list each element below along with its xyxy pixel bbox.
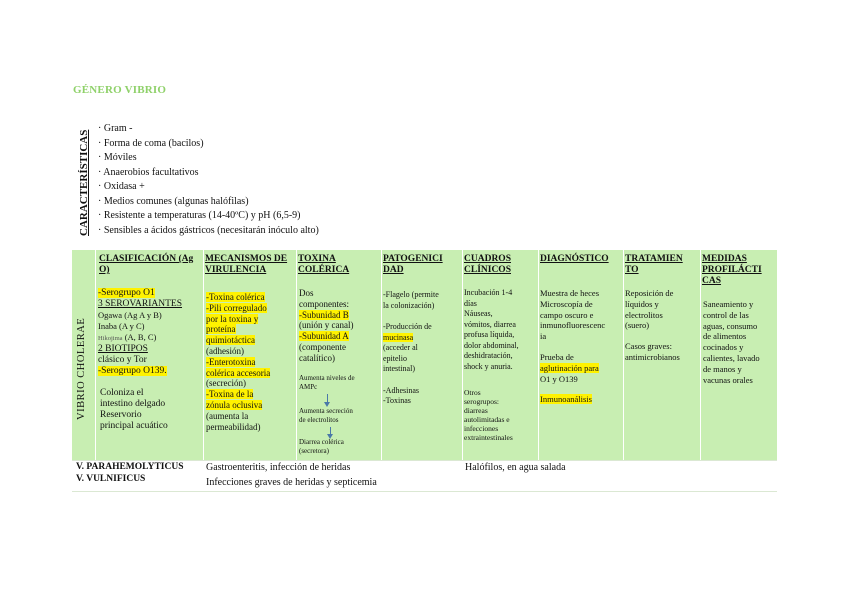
tratamiento-line: Casos graves:	[625, 341, 672, 352]
coloniza-line2: intestino delgado	[100, 399, 166, 409]
toxina-effect: Diarrea colérica	[299, 438, 344, 446]
mecanismos-cell	[206, 292, 294, 432]
cuadros-line: Otros	[464, 388, 481, 397]
toxina-effect: de electrolitos	[299, 416, 339, 424]
list-item: · Medios comunes (algunas halófilas)	[98, 195, 319, 210]
list-item: · Móviles	[98, 151, 319, 166]
toxina-line: (unión y canal)	[299, 320, 354, 331]
column-divider	[538, 250, 539, 460]
cuadros-line: Náuseas,	[464, 309, 493, 318]
mecanismo-enterotoxina-line: colérica accesoria	[206, 367, 271, 378]
column-divider	[95, 250, 96, 460]
patogenicidad-line: -Flagelo (permite	[383, 290, 439, 299]
toxina-line: componentes:	[299, 298, 349, 309]
mecanismo-enterotoxina: -Enterotoxina	[206, 356, 256, 367]
header-medidas: MEDIDAS PROFILÁCTI CAS	[702, 254, 762, 286]
diagnostico-line: campo oscuro e	[540, 309, 594, 320]
cuadros-line: Incubación 1-4	[464, 288, 513, 297]
column-divider	[700, 250, 701, 460]
medidas-line: vacunas orales	[703, 374, 753, 385]
column-divider	[623, 250, 624, 460]
list-item: · Forma de coma (bacilos)	[98, 137, 319, 152]
diagnostico-line: Microscopía de	[540, 298, 593, 309]
hikojima: Hikojima	[98, 335, 123, 342]
mecanismo-pili-note: (adhesión)	[206, 345, 244, 356]
halofilos-text: Halófilos, en agua salada	[465, 462, 566, 473]
tratamiento-line: Reposición de	[625, 288, 674, 298]
tratamiento-line: electrolitos	[625, 309, 663, 320]
row-divider	[72, 491, 777, 492]
inmunoanalisis: Inmunoanálisis	[540, 394, 592, 405]
toxina-effect: (secretora)	[299, 447, 329, 455]
list-item: · Gram -	[98, 122, 319, 137]
patogenicidad-line: intestinal)	[383, 364, 415, 373]
caracteristicas-label: CARACTERÍSTICAS	[78, 129, 90, 236]
cuadros-line: extraintestinales	[464, 433, 513, 442]
cuadros-line: deshidratación,	[464, 351, 513, 360]
row-divider	[72, 460, 777, 461]
tratamiento-line: antimicrobianos	[625, 351, 680, 362]
mecanismo-zonula-line: zónula oclusiva	[206, 399, 263, 410]
mecanismo-toxina: -Toxina colérica	[206, 292, 265, 302]
toxina-effects-2	[299, 407, 379, 425]
cuadros-line: autolimitadas e	[464, 415, 510, 424]
row-label: VIBRIO CHOLERAE	[76, 317, 87, 420]
mecanismo-pili-line: proteína	[206, 324, 236, 335]
diagnostico-line: O1 y O139	[540, 373, 578, 384]
header-mecanismos: MECANISMOS DE VIRULENCIA	[205, 254, 288, 275]
patogenicidad-line: la colonización)	[383, 300, 435, 310]
cuadros-line: dolor abdominal,	[464, 340, 519, 350]
medidas-line: de manos y	[703, 363, 742, 374]
header-tratamiento: TRATAMIEN TO	[625, 254, 683, 275]
diagnostico-line: ia	[540, 331, 547, 342]
serovariantes: 3 SEROVARIANTES	[98, 299, 183, 309]
cuadros-line: días	[464, 298, 477, 308]
cuadros-line: serogrupos:	[464, 397, 499, 406]
tratamiento-cell	[625, 288, 699, 363]
column-divider	[381, 250, 382, 460]
toxina-effect: Aumenta niveles de	[299, 374, 355, 382]
reservorio-line2: principal acuático	[100, 421, 168, 431]
header-clasificacion: CLASIFICACIÓN (Ag O)	[99, 254, 194, 275]
inaba: Inaba (A y C)	[98, 321, 145, 331]
mecanismo-pili-line: quimiotáctica	[206, 335, 255, 346]
mucinasa: mucinasa	[383, 332, 414, 342]
coloniza-line1: Coloniza el	[100, 388, 144, 398]
species-vulnificus: V. VULNIFICUS	[76, 474, 146, 484]
list-item: · Sensibles a ácidos gástricos (necesitarán inóculo alto)	[98, 224, 319, 239]
toxina-cell	[299, 288, 379, 364]
toxina-line: Dos	[299, 288, 314, 298]
header-diagnostico: DIAGNÓSTICO	[540, 254, 609, 264]
medidas-line: de alimentos	[703, 331, 747, 342]
subunidad-a: -Subunidad A	[299, 331, 349, 342]
header-toxina: TOXINA COLÉRICA	[298, 254, 350, 275]
toxina-effects-3	[299, 438, 379, 456]
hikojima-ags: (A, B, C)	[124, 332, 157, 342]
column-divider	[203, 250, 204, 460]
mecanismo-enterotoxina-note: (secreción)	[206, 378, 246, 389]
serogrupo-o139: -Serogrupo O139.	[98, 366, 167, 376]
parahemolyticus-text: Gastroenteritis, infección de heridas	[206, 462, 351, 473]
arrow-down-icon	[327, 394, 328, 403]
ogawa: Ogawa (Ag A y B)	[98, 310, 162, 320]
serogrupo-o1: -Serogrupo O1	[98, 288, 155, 298]
cuadros-cell	[464, 288, 538, 372]
diagnostico-line: inmunofluorescenc	[540, 320, 606, 331]
tratamiento-line: (suero)	[625, 320, 650, 331]
medidas-line: cocinados y	[703, 342, 744, 353]
cuadros-line: profusa líquida,	[464, 330, 515, 339]
aglutinacion: aglutinación para	[540, 362, 599, 373]
toxina-line: catalítico)	[299, 352, 335, 363]
header-patogenicidad: PATOGENICI DAD	[383, 254, 443, 275]
mecanismo-pili-line: por la toxina y	[206, 313, 259, 324]
patogenicidad-line: -Toxinas	[383, 396, 411, 405]
subunidad-b: -Subunidad B	[299, 309, 349, 320]
reservorio-line1: Reservorio	[100, 410, 142, 420]
list-item: · Oxidasa +	[98, 180, 319, 195]
arrow-down-icon	[330, 427, 331, 435]
cuadros-line: diarreas	[464, 406, 488, 415]
patogenicidad-line: epitelio	[383, 353, 407, 363]
clasico-tor: clásico y Tor	[98, 355, 147, 365]
mecanismo-zonula-note: (aumenta la	[206, 410, 249, 421]
species-parahemolyticus: V. PARAHEMOLYTICUS	[76, 462, 184, 472]
biotipos: 2 BIOTIPOS	[98, 344, 148, 354]
mecanismo-pili: -Pili corregulado	[206, 302, 267, 313]
toxina-line: (componente	[299, 341, 346, 352]
medidas-line: calientes, lavado	[703, 352, 760, 363]
cuadros-otros	[464, 388, 538, 442]
list-item: · Resistente a temperaturas (14-40ºC) y pH (6,5-9)	[98, 209, 319, 224]
diagnostico-line: Prueba de	[540, 351, 574, 362]
patogenicidad-line: (acceder al	[383, 343, 418, 352]
medidas-line: Saneamiento y	[703, 299, 754, 309]
diagnostico-line: Muestra de heces	[540, 288, 600, 298]
vulnificus-text: Infecciones graves de heridas y septicemia	[206, 477, 377, 488]
clasificacion-cell	[98, 288, 202, 432]
toxina-effect: Aumenta secreción	[299, 407, 353, 415]
caracteristicas-list	[98, 122, 319, 238]
mecanismo-zonula-note: permeabilidad)	[206, 421, 261, 432]
mecanismo-zonula: -Toxina de la	[206, 389, 254, 400]
vibrio-cholerae-table	[72, 250, 777, 460]
patogenicidad-line: -Adhesinas	[383, 385, 419, 395]
medidas-cell	[703, 299, 775, 385]
page-title: GÉNERO VIBRIO	[73, 84, 167, 96]
toxina-effects	[299, 374, 379, 392]
patogenicidad-line: -Producción de	[383, 322, 432, 331]
patogenicidad-cell	[383, 290, 461, 407]
toxina-effect: AMPc	[299, 383, 318, 391]
medidas-line: aguas, consumo	[703, 320, 758, 331]
medidas-line: control de las	[703, 309, 749, 320]
list-item: · Anaerobios facultativos	[98, 166, 319, 181]
column-divider	[462, 250, 463, 460]
column-divider	[296, 250, 297, 460]
diagnostico-cell	[540, 288, 622, 405]
cuadros-line: vómitos, diarrea	[464, 319, 516, 329]
cuadros-line: infecciones	[464, 424, 499, 433]
cuadros-line: shock y anuria.	[464, 361, 513, 371]
header-cuadros: CUADROS CLÍNICOS	[464, 254, 511, 275]
tratamiento-line: líquidos y	[625, 298, 659, 309]
